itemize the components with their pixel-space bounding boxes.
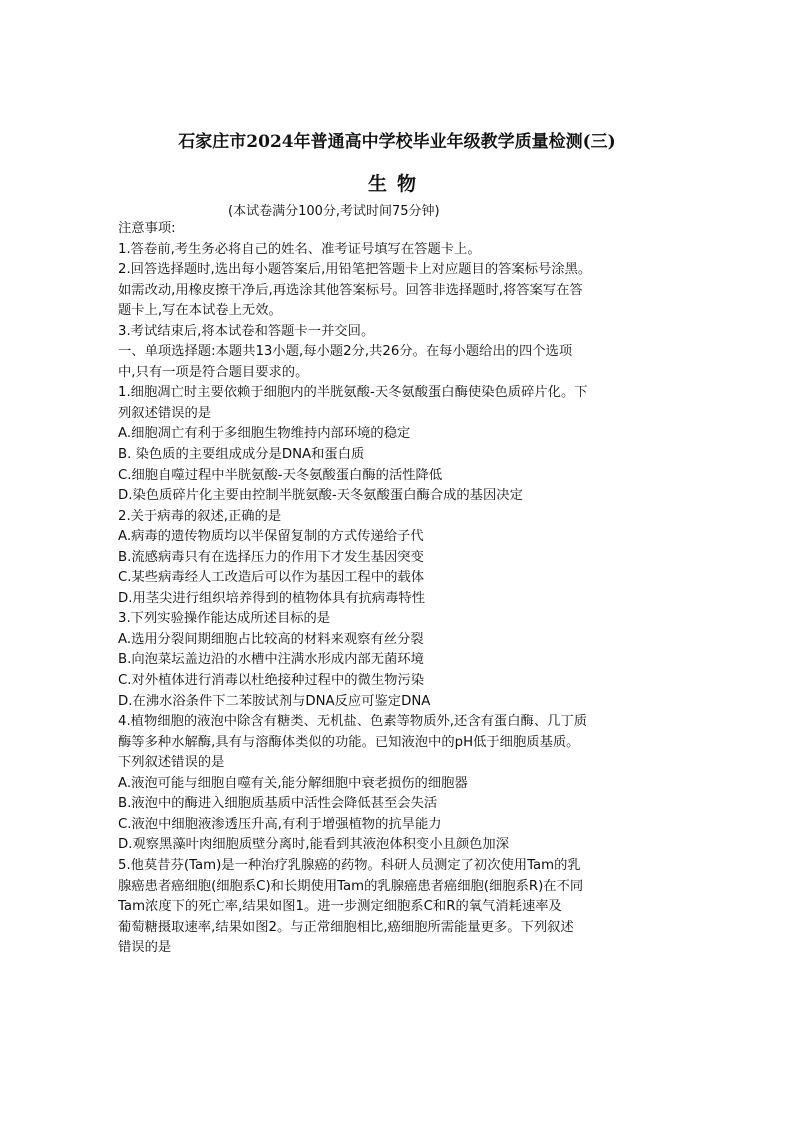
text-line: A.细胞凋亡有利于多细胞生物维持内部环境的稳定 — [118, 426, 411, 442]
text-line: B.向泡菜坛盖边沿的水槽中注满水形成内部无菌环境 — [118, 652, 424, 668]
text-line: 1.答卷前,考生务必将自己的姓名、准考证号填写在答题卡上。 — [118, 241, 481, 257]
subject-title: 生物 — [367, 173, 426, 195]
text-line: 酶等多种水解酶,具有与溶酶体类似的功能。已知液泡中的pH低于细胞质基质。 — [118, 734, 580, 750]
text-line: B. 染色质的主要组成成分是DNA和蛋白质 — [118, 447, 365, 463]
text-line: D.染色质碎片化主要由控制半胱氨酸-天冬氨酸蛋白酶合成的基因决定 — [118, 488, 523, 504]
exam-title: 石家庄市2024年普通高中学校毕业年级教学质量检测(三) — [178, 132, 616, 152]
text-line: A.液泡可能与细胞自噬有关,能分解细胞中衰老损伤的细胞器 — [118, 775, 468, 791]
text-line: C.细胞自噬过程中半胱氨酸-天冬氨酸蛋白酶的活性降低 — [118, 467, 443, 483]
text-line: 2.回答选择题时,选出每小题答案后,用铅笔把答题卡上对应题目的答案标号涂黑。 — [118, 262, 592, 278]
text-line: A.选用分裂间期细胞占比较高的材料来观察有丝分裂 — [118, 631, 424, 647]
text-line: 2.关于病毒的叙述,正确的是 — [118, 508, 282, 524]
text-line: 4.植物细胞的液泡中除含有糖类、无机盐、色素等物质外,还含有蛋白酶、几丁质 — [118, 714, 588, 730]
text-line: D.在沸水浴条件下二苯胺试剂与DNA反应可鉴定DNA — [118, 693, 431, 709]
text-line: 腺癌患者癌细胞(细胞系C)和长期使用Tam的乳腺癌患者癌细胞(细胞系R)在不同 — [118, 878, 584, 894]
text-line: B.液泡中的酶进入细胞质基质中活性会降低甚至会失活 — [118, 796, 438, 812]
text-line: C.液泡中细胞液渗透压升高,有利于增强植物的抗旱能力 — [118, 816, 442, 832]
text-line: 注意事项: — [118, 221, 176, 236]
text-line: A.病毒的遗传物质均以半保留复制的方式传递给子代 — [118, 529, 424, 545]
text-line: 葡萄糖摄取速率,结果如图2。与正常细胞相比,癌细胞所需能量更多。下列叙述 — [118, 919, 574, 935]
text-line: 5.他莫昔芬(Tam)是一种治疗乳腺癌的药物。科研人员测定了初次使用Tam的乳 — [118, 857, 581, 873]
text-line: 中,只有一项是符合题目要求的。 — [118, 364, 309, 380]
exam-note: (本试卷满分100分,考试时间75分钟) — [228, 204, 440, 219]
text-line: 如需改动,用橡皮擦干净后,再选涂其他答案标号。回答非选择题时,将答案写在答 — [118, 282, 583, 298]
text-line: 列叙述错误的是 — [118, 405, 212, 421]
text-line: 错误的是 — [118, 940, 172, 956]
exam-body — [118, 219, 692, 959]
text-line: 题卡上,写在本试卷上无效。 — [118, 303, 282, 319]
text-line: B.流感病毒只有在选择压力的作用下才发生基因突变 — [118, 549, 424, 565]
text-line: 下列叙述错误的是 — [118, 755, 225, 771]
text-line: Tam浓度下的死亡率,结果如图1。进一步测定细胞系C和R的氧气消耗速率及 — [118, 899, 562, 915]
text-line: 1.细胞凋亡时主要依赖于细胞内的半胱氨酸-天冬氨酸蛋白酶使染色质碎片化。下 — [118, 385, 588, 401]
text-line: D.观察黑藻叶肉细胞质壁分离时,能看到其液泡体积变小且颜色加深 — [118, 837, 510, 853]
text-line: 3.下列实验操作能达成所述目标的是 — [118, 611, 331, 627]
text-line: C.某些病毒经人工改造后可以作为基因工程中的载体 — [118, 570, 425, 586]
text-line: 一、单项选择题:本题共13小题,每小题2分,共26分。在每小题给出的四个选项 — [118, 344, 573, 360]
text-line: D.用茎尖进行组织培养得到的植物体具有抗病毒特性 — [118, 590, 425, 606]
text-line: 3.考试结束后,将本试卷和答题卡一并交回。 — [118, 323, 375, 339]
text-line: C.对外植体进行消毒以杜绝接种过程中的微生物污染 — [118, 673, 425, 689]
